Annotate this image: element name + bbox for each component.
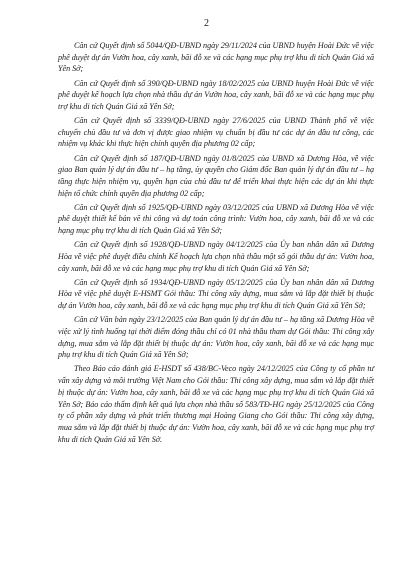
page-number: 2 <box>204 18 209 29</box>
paragraph-document-23-12: Căn cứ Văn bản ngày 23/12/2025 của Ban quản lý dự án đầu tư – hạ tầng xã Dương Hòa về việc xử lý tình huống tại thời điểm đóng thầu chỉ có 01 nhà thầu tham dự Gói thầu: Thi công xây dựng, mua sắm và lắp đặt thiết bị thuộc dự án: Vườn hoa, cây xanh, bãi đỗ xe và các hạng mục phụ trợ khu di tích Quán Giá xã Yên Sở; <box>58 315 374 360</box>
paragraph-decision-187: Căn cứ Quyết định số 187/QĐ-UBND ngày 01/8/2025 của UBND xã Dương Hòa, về việc giao Ban quản lý dự án đầu tư – hạ tầng, ủy quyền cho Giám đốc Ban quản lý dự án đầu tư – hạ tầng thực hiện nhiệm vụ, quyền hạn của chủ đầu tư để triển khai thực hiện các dự án khi thực hiện tổ chức chính quyền địa phương 02 cấp; <box>58 153 374 198</box>
paragraph-decision-1925: Căn cứ Quyết định số 1925/QĐ-UBND ngày 03/12/2025 của UBND xã Dương Hòa về việc phê duyệt thiết kế bản vẽ thi công và dự toán công trình: Vườn hoa, cây xanh, bãi đỗ xe và các hạng mục phụ trợ khu di tích Quán Giá xã Yên Sở; <box>58 202 374 236</box>
paragraph-decision-5044: Căn cứ Quyết định số 5044/QĐ-UBND ngày 29/11/2024 của UBND huyện Hoài Đức về việc phê duyệt dự án Vườn hoa, cây xanh, bãi đỗ xe và các hạng mục phụ trợ khu di tích Quán Giá xã Yên Sở; <box>58 41 374 74</box>
document-body <box>58 40 374 448</box>
paragraph-decision-390: Căn cứ Quyết định số 390/QĐ-UBND ngày 18/02/2025 của UBND huyện Hoài Đức về việc phê duyệt kế hoạch lựa chọn nhà thầu dự án Vườn hoa, cây xanh, bãi đỗ xe và các hạng mục phụ trợ khu di tích Quán Giá xã Yên Sở; <box>58 78 374 111</box>
paragraph-decision-1934: Căn cứ Quyết định số 1934/QĐ-UBND ngày 05/12/2025 của Ủy ban nhân dân xã Dương Hòa về việc phê duyệt E-HSMT Gói thầu: Thi công xây dựng, mua sắm và lắp đặt thiết bị thuộc dự án Vườn hoa, cây xanh, bãi đỗ xe và các hạng mục phụ trợ khu di tích Quán Giá xã Yên Sở; <box>58 277 374 311</box>
paragraph-evaluation-report: Theo Báo cáo đánh giá E-HSDT số 438/BC-Veco ngày 24/12/2025 của Công ty cổ phần tư vấn xây dựng và môi trường Việt Nam cho Gói thầu: Thi công xây dựng, mua sắm và lắp đặt thiết bị thuộc dự án: Vườn hoa, cây xanh, bãi đỗ xe và các hạng mục phụ trợ khu di tích Quán Giá xã Yên Sở; Báo cáo thẩm định kết quả lựa chọn nhà thầu số 583/TĐ-HG ngày 25/12/2025 của Công ty cổ phần xây dựng và phát triển thương mại Hoàng Giang cho Gói thầu: Thi công xây dựng, mua sắm và lắp đặt thiết bị thuộc dự án: Vườn hoa, cây xanh, bãi đỗ xe và các hạng mục phụ trợ khu di tích Quán Giá xã Yên Sở. <box>58 364 374 444</box>
paragraph-decision-3339: Căn cứ Quyết định số 3339/QĐ-UBND ngày 27/6/2025 của UBND Thành phố về việc chuyển chủ đầu tư và đơn vị được giao nhiệm vụ chuẩn bị đầu tư các dự án đầu tư công, các nhiệm vụ khác khi thực hiện chính quyền địa phương 02 cấp; <box>58 116 374 149</box>
paragraph-decision-1928: Căn cứ Quyết định số 1928/QĐ-UBND ngày 04/12/2025 của Ủy ban nhân dân xã Dương Hòa về việc phê duyệt điều chỉnh Kế hoạch lựa chọn nhà thầu một số gói thầu dự án: Vườn hoa, cây xanh, bãi đỗ xe và các hạng mục phụ trợ khu di tích Quán Giá xã Yên Sở; <box>58 240 374 273</box>
